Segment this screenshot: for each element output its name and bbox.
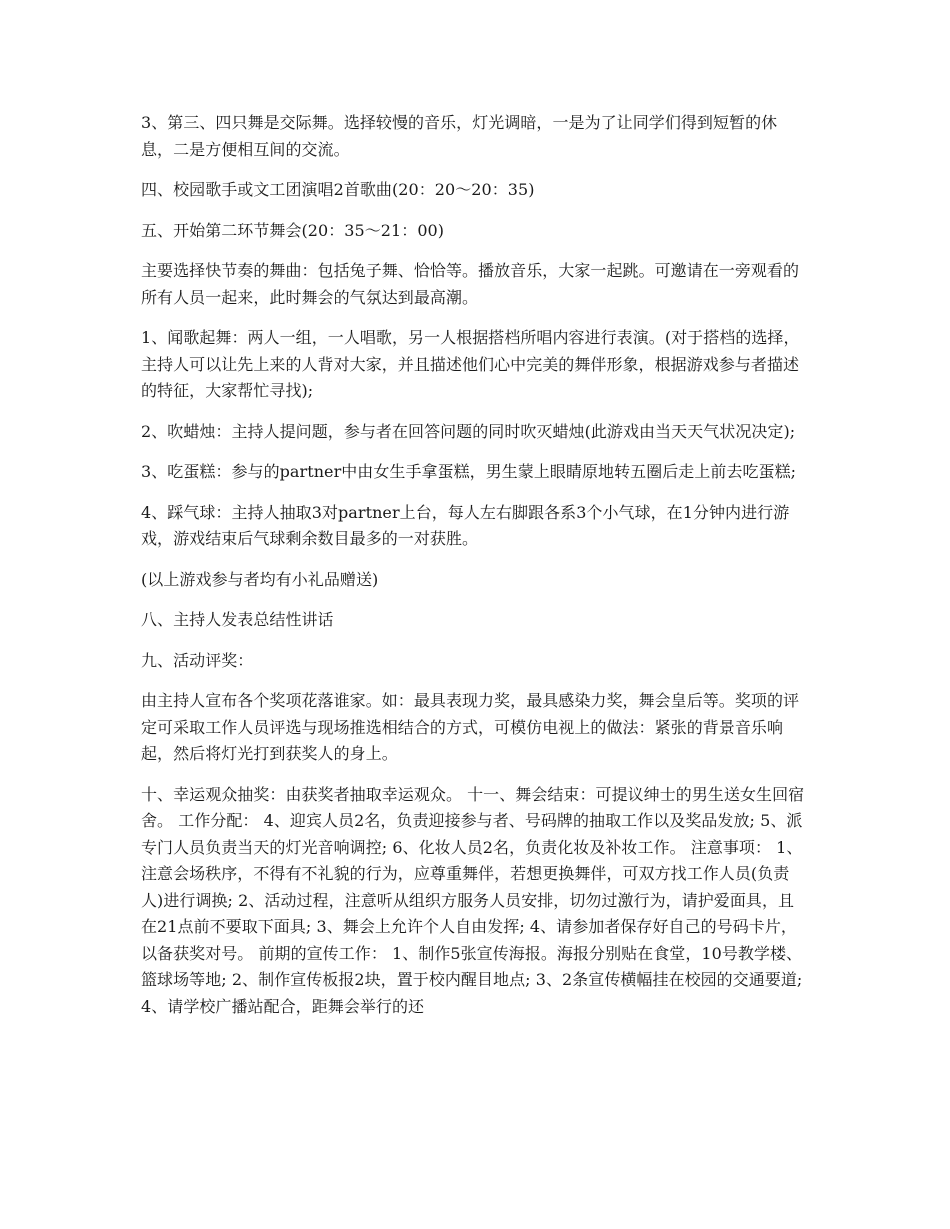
paragraph-gift-note: (以上游戏参与者均有小礼品赠送) bbox=[141, 569, 379, 589]
paragraph-section-four: 四、校园歌手或文工团演唱2首歌曲(20：20～20：35) bbox=[141, 180, 535, 199]
paragraph-section-five: 五、开始第二环节舞会(20：35～21：00) bbox=[141, 220, 445, 240]
paragraph-section-nine: 九、活动评奖： bbox=[141, 650, 254, 670]
paragraph-lottery-and-arrangements: 十、幸运观众抽奖：由获奖者抽取幸运观众。 十一、舞会结束：可提议绅士的男生送女生回宿舍。 工作分配： 4、迎宾人员2名，负责迎接参与者、号码牌的抽取工作以及奖品发放; 5、派专门人员负责当天的灯光音响调控; 6、化妆人员2名，负责化妆及补妆工作。 注意事项： 1、注意会场秩序，不得有不礼貌的行为，应尊重舞伴，若想更换舞伴，可双方找工作人员(负责人)进行调换; 2、活动过程，注意听从组织方服务人员安排，切勿过激行为，请护爱面具，且在21点前不要取下面具; 3、舞会上允许个人自由发挥; 4、请参加者保存好自己的号码卡片，以备获奖对号。 前期的宣传工作： 1、制作5张宣传海报。海报分别贴在食堂，10号教学楼、篮球场等地; 2、制作宣传板报2块，置于校内醒目地点; 3、2条宣传横幅挂在校园的交通要道; 4、请学校广播站配合，距舞会举行的还 bbox=[141, 784, 805, 1016]
paragraph-awards: 由主持人宣布各个奖项花落谁家。如：最具表现力奖，最具感染力奖，舞会皇后等。奖项的评定可采取工作人员评选与现场推选相结合的方式，可模仿电视上的做法：紧张的背景音乐响起，然后将灯光打到获奖人的身上。 bbox=[141, 691, 800, 763]
paragraph-game-two: 2、吹蜡烛：主持人提问题，参与者在回答问题的同时吹灭蜡烛(此游戏由当天天气状况决定); bbox=[141, 421, 796, 441]
paragraph-game-three: 3、吃蛋糕：参与的partner中由女生手拿蛋糕，男生蒙上眼睛原地转五圈后走上前去吃蛋糕; bbox=[141, 462, 797, 481]
paragraph-game-one: 1、闻歌起舞：两人一组，一人唱歌，另一人根据搭档所唱内容进行表演。(对于搭档的选择，主持人可以让先上来的人背对大家，并且描述他们心中完美的舞伴形象，根据游戏参与者描述的特征，大家帮忙寻找); bbox=[141, 328, 800, 400]
paragraph-game-four: 4、踩气球：主持人抽取3对partner上台，每人左右脚跟各系3个小气球，在1分钟内进行游戏，游戏结束后气球剩余数目最多的一对获胜。 bbox=[141, 502, 790, 548]
document-body bbox=[141, 110, 809, 1034]
paragraph-dance-three-four: 3、第三、四只舞是交际舞。选择较慢的音乐，灯光调暗，一是为了让同学们得到短暂的休息，二是方便相互间的交流。 bbox=[141, 113, 778, 159]
paragraph-section-eight: 八、主持人发表总结性讲话 bbox=[141, 610, 334, 629]
paragraph-fast-dance: 主要选择快节奏的舞曲：包括兔子舞、恰恰等。播放音乐，大家一起跳。可邀请在一旁观看的所有人员一起来，此时舞会的气氛达到最高潮。 bbox=[141, 261, 800, 307]
